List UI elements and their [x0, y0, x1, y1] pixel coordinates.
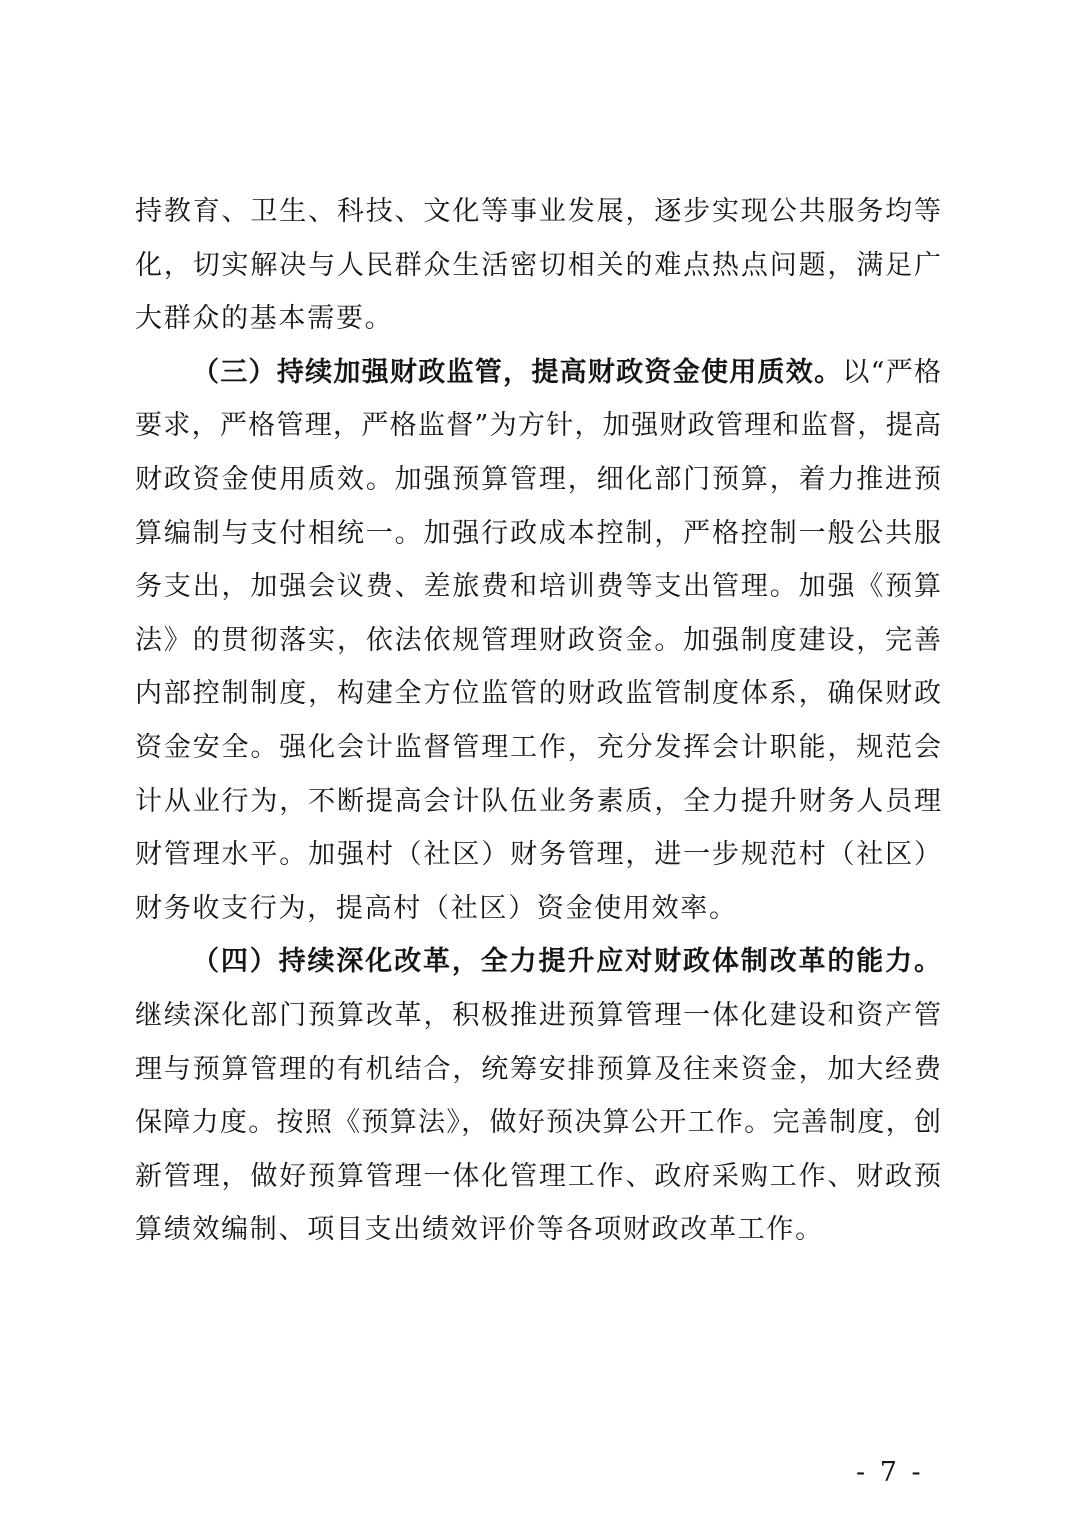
text-line: 财务收支行为，提高村（社区）资金使用效率。	[135, 892, 738, 924]
text-line: 内部控制制度，构建全方位监管的财政监管制度体系，确保财政	[135, 678, 941, 710]
text-line: 算编制与支付相统一。加强行政成本控制，严格控制一般公共服	[135, 517, 941, 549]
text-line	[135, 935, 941, 989]
text-line: 资金安全。强化会计监督管理工作，充分发挥会计职能，规范会	[135, 731, 941, 763]
paragraph-section-3	[135, 346, 941, 936]
text-line: 计从业行为，不断提高会计队伍业务素质，全力提升财务人员理	[135, 785, 941, 817]
section-heading: （三）持续加强财政监管，提高财政资金使用质效。	[192, 356, 843, 388]
text-line: 大群众的基本需要。	[135, 303, 394, 335]
text-line: 财管理水平。加强村（社区）财务管理，进一步规范村（社区）	[135, 839, 941, 871]
text-line: 务支出，加强会议费、差旅费和培训费等支出管理。加强《预算	[135, 571, 941, 603]
text-line	[135, 346, 941, 400]
text-line: 持教育、卫生、科技、文化等事业发展，逐步实现公共服务均等	[135, 196, 941, 227]
page-number: - 7 -	[856, 1457, 924, 1488]
section-heading: （四）持续深化改革，全力提升应对财政体制改革的能力。	[192, 946, 941, 978]
text-line: 保障力度。按照《预算法》，做好预决算公开工作。完善制度，创	[135, 1107, 941, 1139]
text-line: 新管理，做好预算管理一体化管理工作、政府采购工作、财政预	[135, 1160, 941, 1192]
body-text	[135, 185, 941, 1257]
text-line: 继续深化部门预算改革，积极推进预算管理一体化建设和资产管	[135, 999, 941, 1031]
text-line: 算绩效编制、项目支出绩效评价等各项财政改革工作。	[135, 1214, 824, 1246]
paragraph-section-4	[135, 935, 941, 1257]
text-line: 法》的贯彻落实，依法依规管理财政资金。加强制度建设，完善	[135, 624, 941, 656]
text-span: 以“严格	[842, 356, 941, 388]
paragraph-continuation	[135, 185, 941, 346]
text-line: 要求，严格管理，严格监督”为方针，加强财政管理和监督，提高	[135, 410, 941, 442]
text-line: 理与预算管理的有机结合，统筹安排预算及往来资金，加大经费	[135, 1053, 941, 1085]
text-line: 化，切实解决与人民群众生活密切相关的难点热点问题，满足广	[135, 249, 941, 281]
text-line: 财政资金使用质效。加强预算管理，细化部门预算，着力推进预	[135, 463, 941, 495]
